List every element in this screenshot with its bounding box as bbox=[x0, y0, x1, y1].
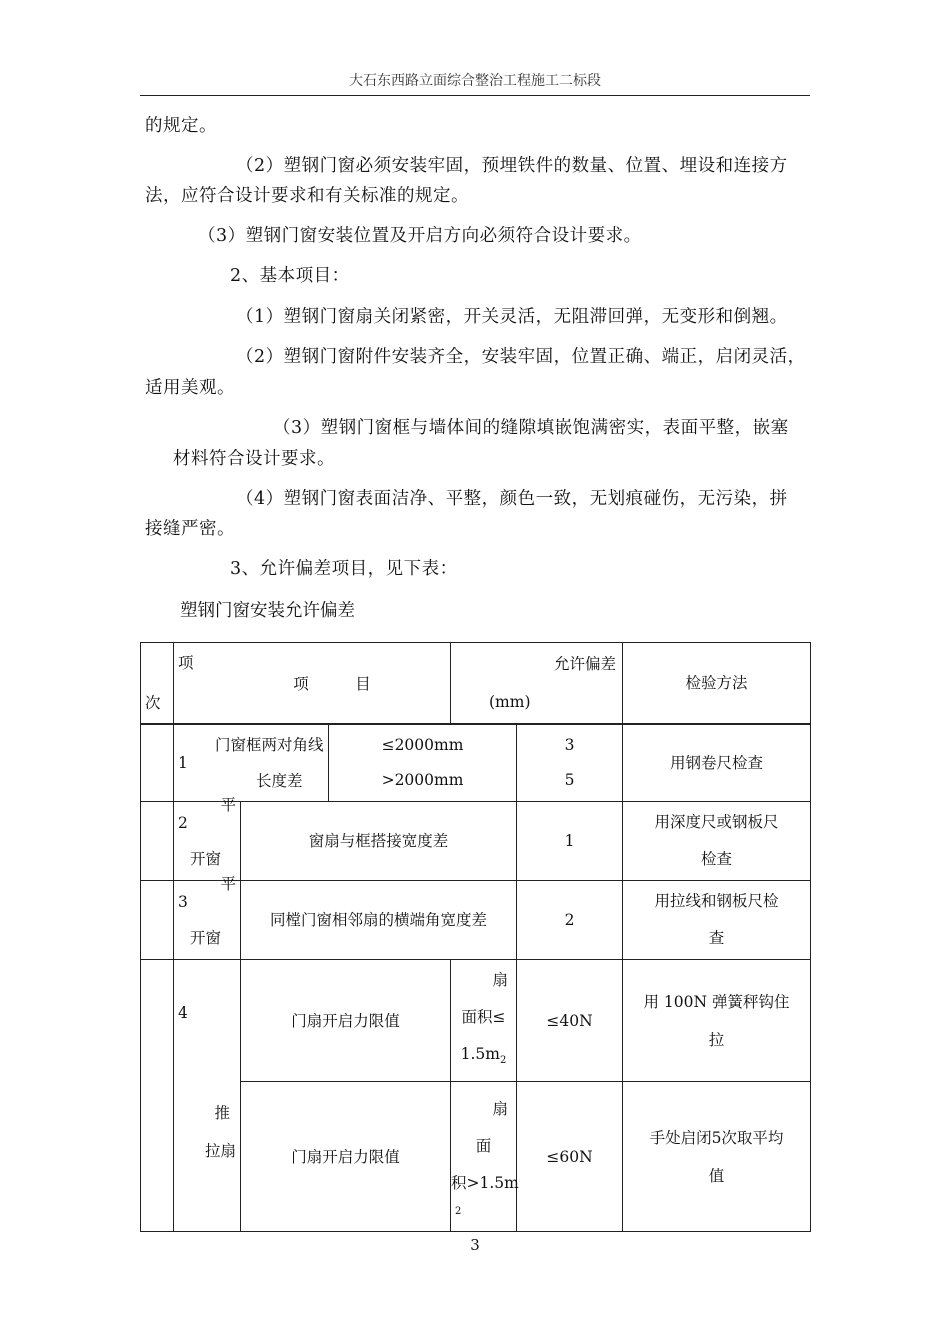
table-row bbox=[141, 1082, 811, 1232]
paragraph-line: （3）塑钢门窗框与墙体间的缝隙填嵌饱满密实，表面平整，嵌塞 bbox=[273, 418, 789, 438]
paragraph-line: 接缝严密。 bbox=[145, 519, 235, 539]
paragraph-line: （3）塑钢门窗安装位置及开启方向必须符合设计要求。 bbox=[198, 226, 642, 246]
condition-cell: ≤2000mm >2000mm bbox=[329, 724, 517, 802]
condition-cell: 扇 面 积>1.5m 2 bbox=[451, 1082, 517, 1232]
table-caption: 塑钢门窗安装允许偏差 bbox=[180, 601, 355, 621]
paragraph-line: （2）塑钢门窗必须安装牢固，预埋铁件的数量、位置、埋设和连接方 bbox=[236, 156, 788, 176]
value-cell: 2 bbox=[517, 881, 623, 960]
section-heading: 3、允许偏差项目，见下表： bbox=[230, 559, 458, 579]
paragraph-line: 适用美观。 bbox=[145, 378, 235, 398]
index-cell bbox=[141, 960, 174, 1232]
condition-cell: 扇 面积≤ $1.5m_2$ bbox=[451, 960, 517, 1082]
paragraph-line: （1）塑钢门窗扇关闭紧密，开关灵活，无阻滞回弹，无变形和倒翘。 bbox=[236, 307, 788, 327]
index-cell bbox=[141, 881, 174, 960]
header-index-cell: 次 bbox=[141, 643, 174, 725]
paragraph-line: 材料符合设计要求。 bbox=[173, 449, 335, 469]
section-heading: 2、基本项目： bbox=[230, 266, 350, 286]
method-cell: 手处启闭5次取平均 值 bbox=[623, 1082, 811, 1232]
item-cell: 同樘门窗相邻扇的横端角宽度差 bbox=[241, 881, 517, 960]
method-cell: 用深度尺或钢板尺 检查 bbox=[623, 802, 811, 881]
header-deviation-cell: 允许偏差 (mm) bbox=[451, 643, 623, 725]
deviation-table bbox=[140, 642, 811, 1232]
table-row bbox=[141, 960, 811, 1082]
paragraph-line: 的规定。 bbox=[145, 116, 217, 136]
item-cell: 门窗框两对角线 长度差 bbox=[241, 724, 329, 802]
running-header: 大石东西路立面综合整治工程施工二标段 bbox=[349, 73, 601, 89]
table-header-row bbox=[141, 643, 811, 725]
paragraph-line: （4）塑钢门窗表面洁净、平整，颜色一致，无划痕碰伤，无污染，拼 bbox=[236, 489, 788, 509]
type-cell: 3 平 开窗 bbox=[174, 881, 241, 960]
method-cell: 用拉线和钢板尺检 查 bbox=[623, 881, 811, 960]
paragraph-line: （2）塑钢门窗附件安装齐全，安装牢固，位置正确、端正，启闭灵活， bbox=[236, 347, 806, 367]
value-cell: 1 bbox=[517, 802, 623, 881]
index-cell bbox=[141, 802, 174, 881]
table-row bbox=[141, 724, 811, 802]
item-cell: 门扇开启力限值 bbox=[241, 960, 451, 1082]
header-item-cell: 项 项 目 bbox=[174, 643, 451, 725]
index-cell bbox=[141, 724, 174, 802]
table-row bbox=[141, 881, 811, 960]
row-number-cell: 1 bbox=[174, 724, 241, 802]
method-cell: 用 100N 弹簧秤钩住 拉 bbox=[623, 960, 811, 1082]
type-cell: 2 平 开窗 bbox=[174, 802, 241, 881]
method-cell: 用钢卷尺检查 bbox=[623, 724, 811, 802]
header-rule bbox=[140, 95, 810, 96]
type-cell: 4 推 拉扇 bbox=[174, 960, 241, 1232]
header-method-cell: 检验方法 bbox=[623, 643, 811, 725]
value-cell: ≤40N bbox=[517, 960, 623, 1082]
item-cell: 窗扇与框搭接宽度差 bbox=[241, 802, 517, 881]
value-cell: ≤60N bbox=[517, 1082, 623, 1232]
item-cell: 门扇开启力限值 bbox=[241, 1082, 451, 1232]
value-cell: 3 5 bbox=[517, 724, 623, 802]
page-number: 3 bbox=[470, 1236, 480, 1254]
table-row bbox=[141, 802, 811, 881]
paragraph-line: 法，应符合设计要求和有关标准的规定。 bbox=[145, 186, 469, 206]
